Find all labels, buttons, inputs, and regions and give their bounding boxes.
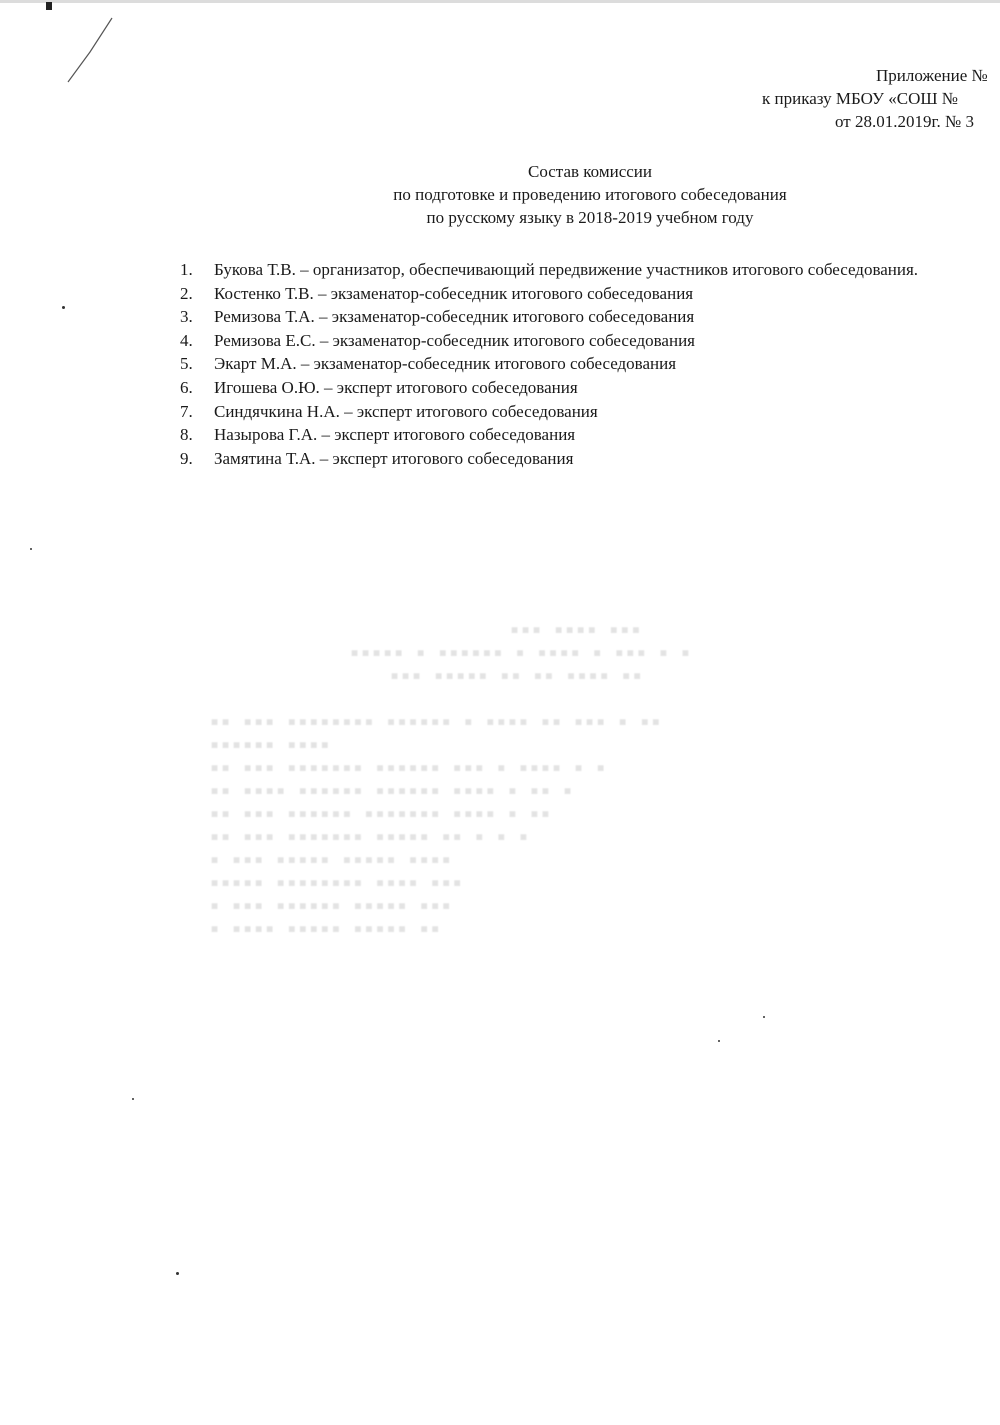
- list-item-text: Экарт М.А. – экзаменатор-собеседник итогового собеседования: [214, 354, 677, 374]
- list-item-text: Ремизова Е.С. – экзаменатор-собеседник итогового собеседования: [214, 330, 695, 350]
- title-line-3: по русскому языку в 2018-2019 учебном году: [426, 208, 754, 227]
- scan-speck: [176, 1272, 179, 1275]
- list-item-number: 2.: [180, 283, 193, 303]
- list-item-number: 8.: [180, 425, 193, 445]
- commission-members-list: [180, 258, 980, 470]
- list-item-number: 6.: [180, 377, 193, 397]
- list-item-text: Игошева О.Ю. – эксперт итогового собеседования: [214, 377, 578, 397]
- scan-speck: [62, 306, 65, 309]
- list-item: [180, 282, 980, 306]
- list-item: [180, 305, 980, 329]
- list-item-text: Замятина Т.А. – эксперт итогового собеседования: [214, 448, 574, 468]
- title-line-2: по подготовке и проведению итогового собеседования: [393, 185, 787, 204]
- scan-speck: [718, 1040, 720, 1042]
- title-line-1: Состав комиссии: [528, 162, 652, 181]
- list-item: [180, 376, 980, 400]
- list-item: [180, 352, 980, 376]
- scan-speck: [763, 1016, 765, 1018]
- list-item-number: 7.: [180, 401, 193, 421]
- list-item-text: Букова Т.В. – организатор, обеспечивающий передвижение участников итогового собеседования.: [214, 260, 919, 279]
- list-item: [180, 258, 980, 282]
- pen-stroke-mark: [60, 12, 130, 92]
- order-date: от 28.01.2019г. № 3: [835, 112, 974, 131]
- list-item-text: Назырова Г.А. – эксперт итогового собеседования: [214, 425, 576, 445]
- list-item: [180, 329, 980, 353]
- list-item-number: 9.: [180, 448, 193, 468]
- scan-speck: [30, 548, 32, 550]
- list-item-number: 1.: [180, 260, 193, 279]
- list-item-text: Ремизова Т.А. – экзаменатор-собеседник итогового собеседования: [214, 307, 695, 327]
- list-item-text: Синдячкина Н.А. – эксперт итогового собеседования: [214, 401, 598, 421]
- list-item-number: 4.: [180, 330, 193, 350]
- list-item-number: 5.: [180, 354, 193, 374]
- list-item: [180, 400, 980, 424]
- reverse-side-show-through: ▪▪▪ ▪▪▪▪ ▪▪▪ ▪▪▪▪▪ ▪ ▪▪▪▪▪▪ ▪ ▪▪▪▪ ▪ ▪▪▪ ▪ ▪ ▪▪▪ ▪▪▪▪▪ ▪▪ ▪▪ ▪▪▪▪ ▪▪ ▪▪ ▪▪▪ ▪▪▪▪▪▪▪▪ ▪▪▪▪▪▪ ▪ ▪▪▪▪ ▪▪ ▪▪▪ ▪ ▪▪ ▪▪▪▪▪▪ ▪▪▪▪ ▪▪ ▪▪▪ ▪▪▪▪▪▪▪ ▪▪▪▪▪▪ ▪▪▪ ▪ ▪▪▪▪ ▪ ▪ ▪▪ ▪▪▪▪ ▪▪▪▪▪▪ ▪▪▪▪▪▪ ▪▪▪▪ ▪ ▪▪ ▪ ▪▪ ▪▪▪ ▪▪▪▪▪▪ ▪▪▪▪▪▪▪ ▪▪▪▪ ▪ ▪▪ ▪▪ ▪▪▪ ▪▪▪▪▪▪▪ ▪▪▪▪▪ ▪▪ ▪ ▪ ▪ ▪ ▪▪▪ ▪▪▪▪▪ ▪▪▪▪▪ ▪▪▪▪ ▪▪▪▪▪ ▪▪▪▪▪▪▪▪ ▪▪▪▪ ▪▪▪ ▪ ▪▪▪ ▪▪▪▪▪▪ ▪▪▪▪▪ ▪▪▪ ▪ ▪▪▪▪ ▪▪▪▪▪ ▪▪▪▪▪ ▪▪: [210, 620, 692, 937]
- list-item-number: 3.: [180, 307, 193, 327]
- list-item: [180, 423, 980, 447]
- list-item: [180, 447, 980, 471]
- document-title: [250, 160, 930, 229]
- list-item-text: Костенко Т.В. – экзаменатор-собеседник итогового собеседования: [214, 283, 694, 303]
- scan-corner-mark: [46, 2, 52, 10]
- order-reference: к приказу МБОУ «СОШ №: [762, 89, 958, 108]
- scan-top-edge: [0, 0, 1000, 3]
- scan-speck: [132, 1098, 134, 1100]
- appendix-label: Приложение №: [876, 66, 988, 85]
- order-reference-header: [700, 64, 1000, 133]
